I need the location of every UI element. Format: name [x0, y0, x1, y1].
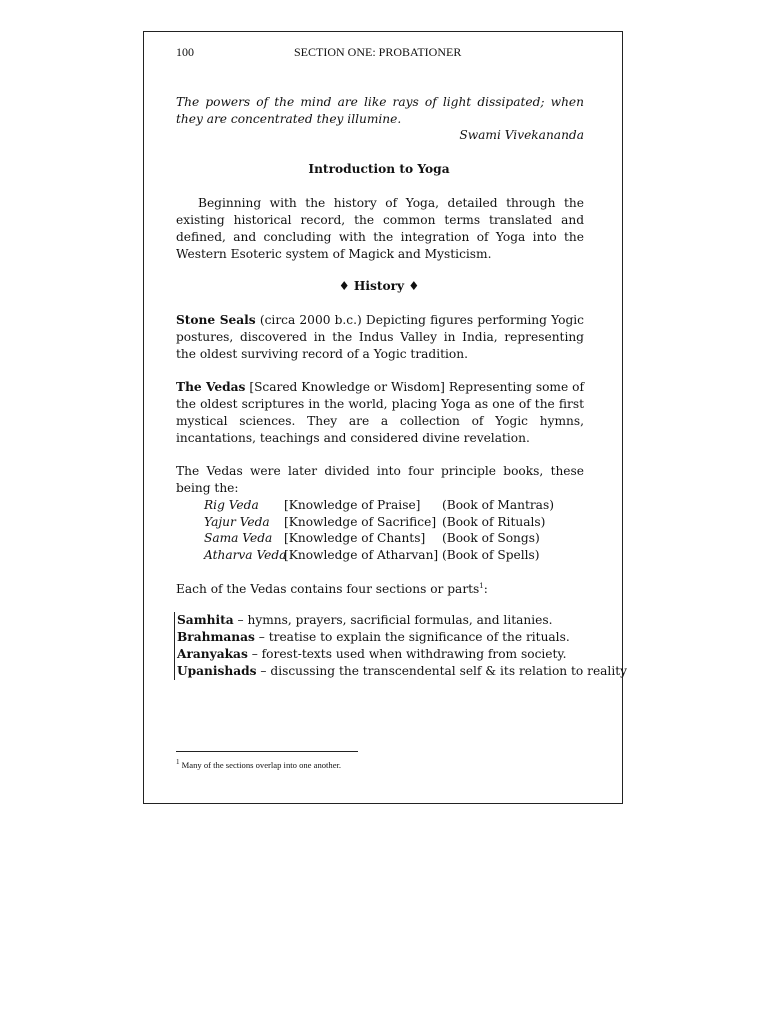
veda-knowledge: [Knowledge of Praise]	[284, 498, 421, 512]
footnote-text: Many of the sections overlap into one another.	[179, 760, 342, 770]
part-text: – treatise to explain the significance of the rituals.	[254, 630, 570, 644]
stone-seals-text: (circa 2000 b.c.) Depicting figures performing Yogic postures, discovered in the Indus Valley in India, representing the oldest surviving record of a Yogic tradition.	[176, 313, 584, 361]
veda-name: Sama Veda	[204, 531, 273, 545]
part-term: Samhita	[177, 613, 234, 627]
stone-seals-term: Stone Seals	[176, 313, 256, 327]
veda-book: (Book of Rituals)	[442, 515, 546, 529]
footnote	[176, 760, 341, 771]
part-term: Brahmanas	[177, 630, 255, 644]
footnote-ref[interactable]: 1	[479, 581, 484, 590]
chapter-title: Introduction to Yoga	[308, 162, 450, 176]
list-item	[177, 629, 627, 646]
veda-book: (Book of Spells)	[442, 548, 540, 562]
footnote-divider	[176, 751, 358, 752]
vedas-term: The Vedas	[176, 380, 246, 394]
part-term: Upanishads	[177, 664, 257, 678]
list-item	[177, 612, 627, 629]
veda-book: (Book of Songs)	[442, 531, 540, 545]
vedas-text: [Scared Knowledge or Wisdom] Representing some of the oldest scriptures in the world, placing Yoga as one of the first mystical sciences. They are a collection of Yogic hymns, incantations, teachings and considered divine revelation.	[176, 380, 584, 445]
stone-seals-paragraph	[176, 312, 584, 363]
part-text: – discussing the transcendental self & its relation to reality	[256, 664, 628, 678]
sections-colon: :	[483, 582, 488, 596]
part-text: – hymns, prayers, sacrificial formulas, and litanies.	[233, 613, 553, 627]
vedas-divided-text: The Vedas were later divided into four principle books, these being the:	[176, 464, 584, 495]
book-page	[143, 31, 628, 804]
epigraph-author: Swami Vivekananda	[459, 128, 584, 142]
list-item	[177, 646, 627, 663]
veda-name: Atharva Veda	[204, 548, 287, 562]
intro-paragraph: Beginning with the history of Yoga, detailed through the existing historical record, the common terms translated and defined, and concluding with the integration of Yoga into the Western Esoteric system of Magick and Mysticism.	[176, 196, 584, 261]
page-number: 100	[176, 45, 194, 59]
sections-intro	[176, 581, 584, 598]
veda-name: Yajur Veda	[204, 515, 270, 529]
part-term: Aranyakas	[177, 647, 248, 661]
veda-knowledge: [Knowledge of Atharvan]	[284, 548, 439, 562]
vedas-paragraph	[176, 379, 584, 447]
veda-knowledge: [Knowledge of Chants]	[284, 531, 426, 545]
sections-intro-text: Each of the Vedas contains four sections or parts	[176, 582, 480, 596]
running-header: SECTION ONE: PROBATIONER	[294, 45, 462, 59]
veda-name: Rig Veda	[204, 498, 259, 512]
veda-book: (Book of Mantras)	[442, 498, 554, 512]
list-item	[177, 663, 627, 680]
vedas-parts-list	[174, 612, 627, 680]
footnote-mark: 1	[176, 758, 180, 767]
veda-knowledge: [Knowledge of Sacrifice]	[284, 515, 437, 529]
history-heading: ♦ History ♦	[338, 279, 420, 293]
epigraph-quote: The powers of the mind are like rays of light dissipated; when they are concentrated they illumine.	[176, 95, 584, 126]
part-text: – forest-texts used when withdrawing from society.	[247, 647, 567, 661]
